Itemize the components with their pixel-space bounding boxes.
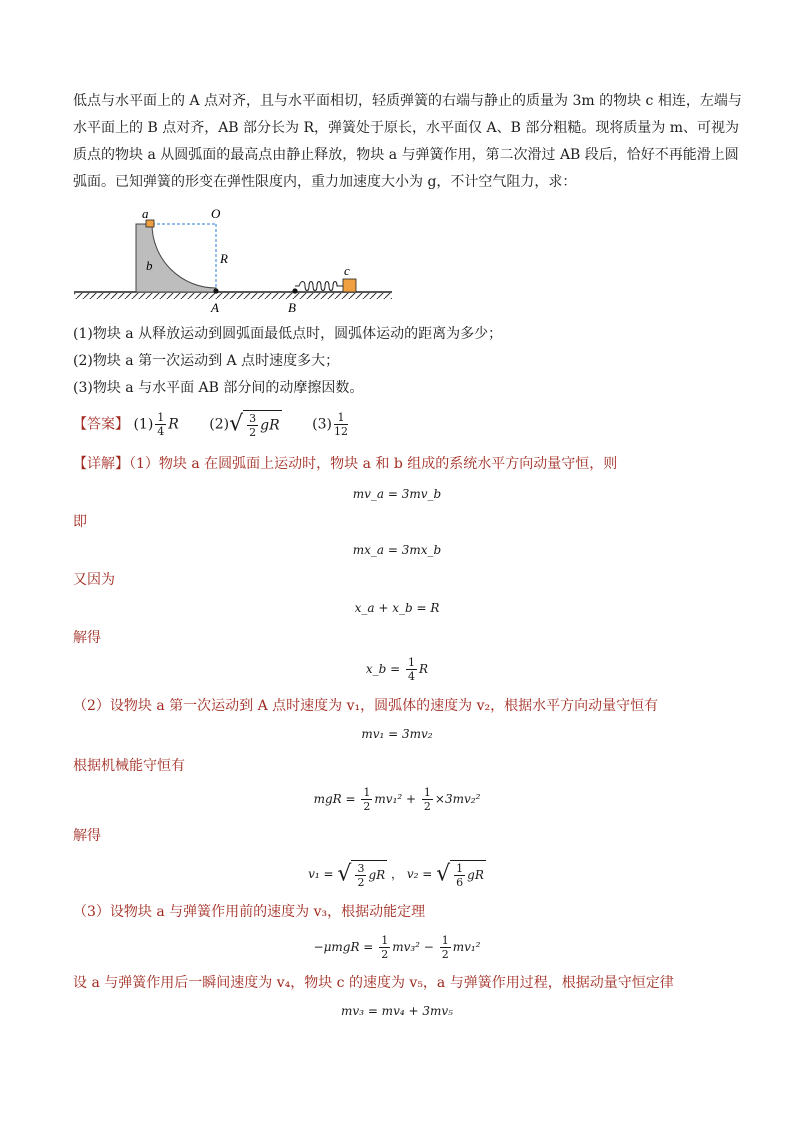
question-2: (2)物块 a 第一次运动到 A 点时速度多大； bbox=[73, 353, 340, 369]
label-O: O bbox=[211, 206, 221, 221]
equation-6: mgR = $\frac{1}{2}$ mv₁² + $\frac{1}{2}$ ×3mv₂² bbox=[313, 786, 481, 813]
equation-3: x_a + x_b = R bbox=[354, 601, 440, 615]
label-youyinwei: 又因为 bbox=[73, 572, 115, 588]
question-3: (3)物块 a 与水平面 AB 部分间的动摩擦因数。 bbox=[73, 380, 364, 396]
label-jiede-2: 解得 bbox=[73, 828, 101, 844]
detail-step-2: （2）设物块 a 第一次运动到 A 点时速度为 v₁，圆弧体的速度为 v₂，根据水平方向动量守恒有 bbox=[73, 698, 659, 714]
answer-tag: 【答案】 bbox=[73, 416, 129, 433]
equation-9: mv₃ = mv₄ + 3mv₅ bbox=[341, 1004, 453, 1018]
intro-line-4: 弧面。已知弹簧的形变在弹性限度内，重力加速度大小为 g，不计空气阻力，求： bbox=[73, 174, 577, 190]
answer-3: (3) $\frac{1}{12}$ bbox=[312, 411, 348, 438]
physics-diagram bbox=[70, 200, 400, 318]
label-c: c bbox=[344, 263, 350, 278]
question-1: (1)物块 a 从释放运动到圆弧面最低点时，圆弧体运动的距离为多少； bbox=[73, 326, 503, 342]
label-A: A bbox=[211, 300, 219, 315]
equation-4: x_b = $\frac{1}{4}$ R bbox=[365, 656, 429, 683]
detail-step-4: 设 a 与弹簧作用后一瞬间速度为 v₄，物块 c 的速度为 v₅，a 与弹簧作用过程，根据动量守恒定律 bbox=[73, 975, 674, 991]
answer-1: (1) $\frac{1}{4}$ R bbox=[133, 411, 179, 438]
spring bbox=[295, 282, 343, 291]
label-a: a bbox=[142, 206, 149, 221]
equation-1: mv_a = 3mv_b bbox=[352, 487, 442, 501]
ground-hatch bbox=[74, 293, 392, 299]
label-b: b bbox=[146, 258, 153, 273]
equation-7: v₁ = √ $\frac{3}{2}$ gR ， v₂ = √ $\frac{1}{6}$ gR bbox=[308, 861, 484, 889]
answer-2: (2)√ $\frac{3}{2}$ gR bbox=[209, 411, 280, 439]
detail-step-3: （3）设物块 a 与弹簧作用前的速度为 v₃，根据动能定理 bbox=[73, 904, 426, 920]
label-jiede-1: 解得 bbox=[73, 630, 101, 646]
equation-8: −μmgR = $\frac{1}{2}$ mv₃² − $\frac{1}{2}$ mv₁² bbox=[313, 934, 481, 961]
detail-step-1: 【详解】（1）物块 a 在圆弧面上运动时，物块 a 和 b 组成的系统水平方向动量守恒，则 bbox=[73, 456, 618, 472]
intro-line-2: 水平面上的 B 点对齐，AB 部分长为 R，弹簧处于原长，水平面仅 A、B 部分粗糙。现将质量为 m、可视为 bbox=[73, 120, 740, 136]
block-c bbox=[343, 279, 356, 292]
block-a bbox=[146, 220, 154, 227]
point-B bbox=[292, 288, 297, 293]
intro-line-3: 质点的物块 a 从圆弧面的最高点由静止释放，物块 a 与弹簧作用，第二次滑过 AB 段后，恰好不再能滑上圆 bbox=[73, 147, 739, 163]
equation-5: mv₁ = 3mv₂ bbox=[361, 727, 433, 741]
label-B: B bbox=[288, 300, 296, 315]
label-ji: 即 bbox=[73, 514, 87, 530]
label-R: R bbox=[220, 251, 228, 266]
label-jixie: 根据机械能守恒有 bbox=[73, 758, 185, 774]
equation-2: mx_a = 3mx_b bbox=[352, 543, 442, 557]
answer-line bbox=[73, 410, 376, 439]
intro-line-1: 低点与水平面上的 A 点对齐，且与水平面相切，轻质弹簧的右端与静止的质量为 3m 的物块 c 相连，左端与 bbox=[73, 93, 742, 109]
point-A bbox=[213, 288, 218, 293]
